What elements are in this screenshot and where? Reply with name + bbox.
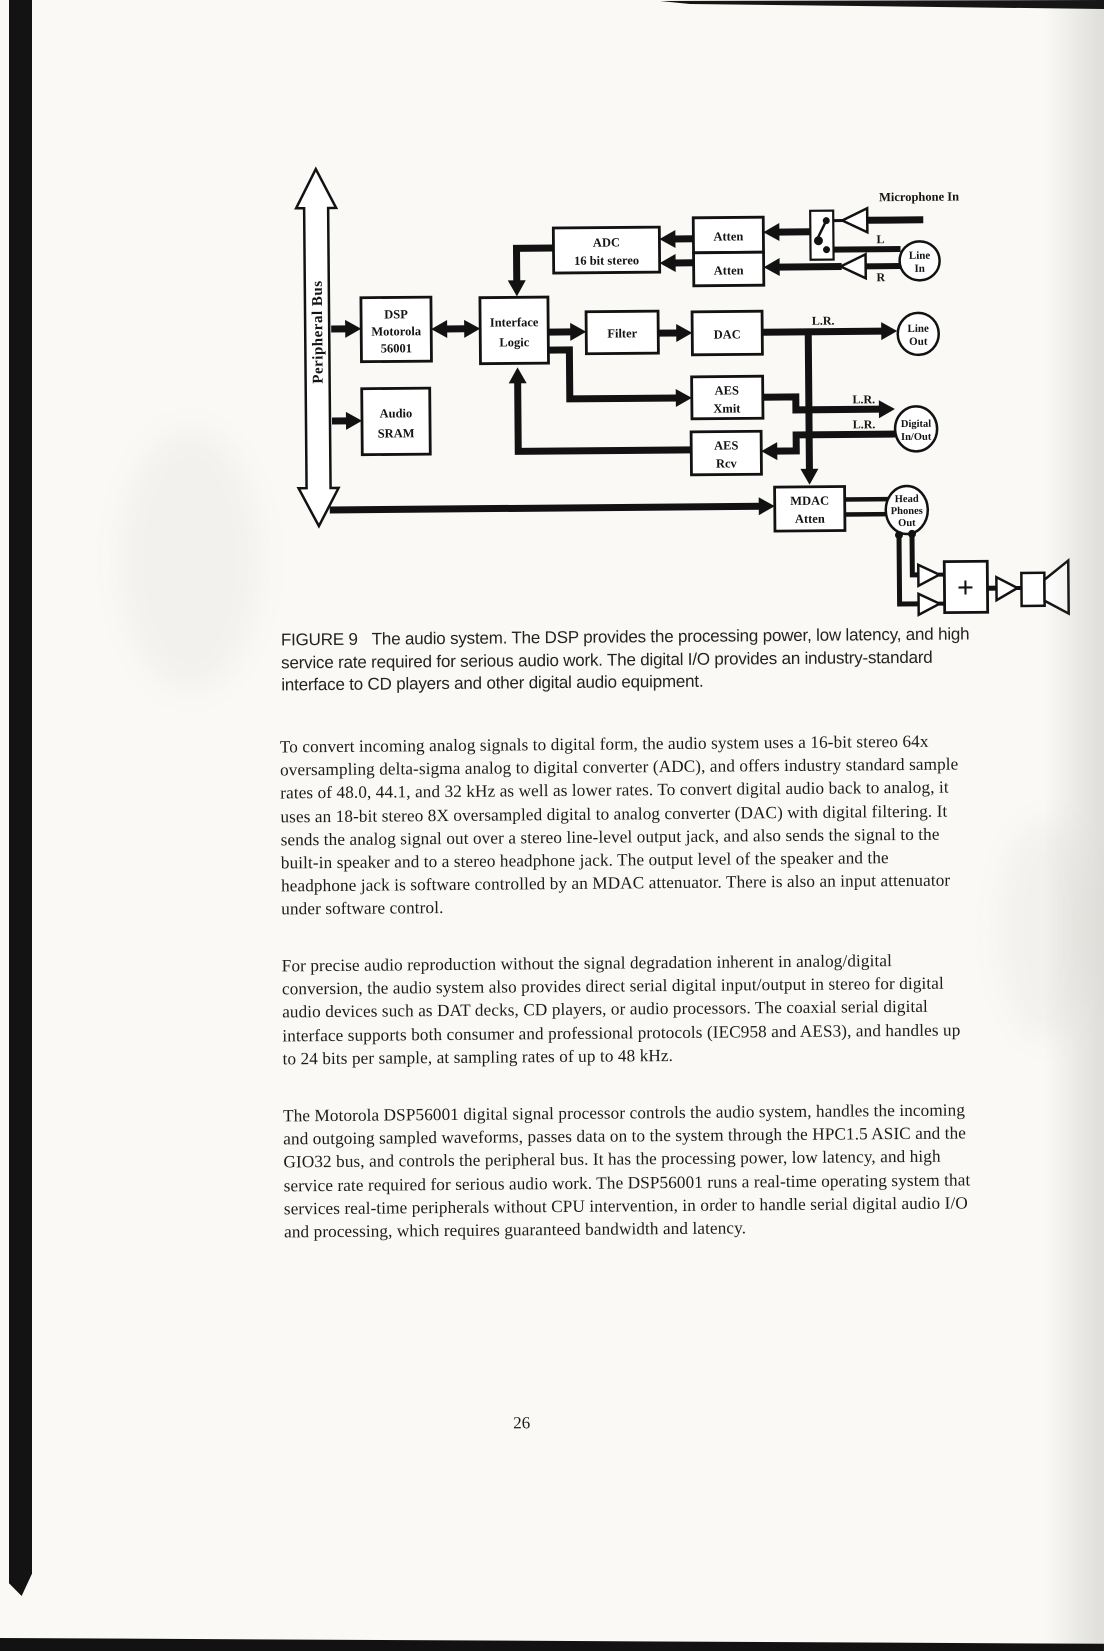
peripheral-bus-arrow	[296, 169, 339, 526]
line-in-left-line	[833, 249, 901, 250]
svg-text:In/Out: In/Out	[900, 431, 932, 444]
svg-text:Phones: Phones	[890, 505, 923, 518]
mdac-atten-block	[775, 487, 845, 532]
lr-label-xmit: L.R.	[852, 392, 876, 407]
lineout-to-mdac-line	[808, 329, 809, 471]
lr-label-rcv: L.R.	[852, 417, 876, 432]
speaker-amp-bottom-icon	[919, 594, 940, 615]
audio-sram-box	[362, 388, 431, 455]
figure-caption	[281, 623, 1052, 697]
filter-block	[586, 311, 658, 354]
figure-caption-text: The audio system. The DSP provides the processing power, low latency, and high service rate required for serious audio work. The digital I/O provides an industry-standard interface to CD players and other digital audio equipment.	[281, 624, 970, 695]
svg-text:ADC: ADC	[592, 235, 621, 250]
summing-amp	[944, 561, 987, 612]
dsp-label: 56001	[380, 341, 413, 356]
body-paragraph-2: For precise audio reproduction without the signal degradation inherent in analog/digital conversion, the audio system also provides direct serial digital input/output in stereo for digital audio devices such as DAT decks, CD players, or audio processors. The coaxial serial digital interface supports both consumer and professional protocols (IEC958 and AES3), and handles up to 24 bits per sample, at sampling rates of up to 48 kHz.	[281, 951, 961, 1069]
svg-text:Audio: Audio	[379, 406, 413, 421]
svg-text:Interface: Interface	[489, 315, 539, 330]
svg-text:Out: Out	[909, 335, 928, 348]
digital-io-port	[895, 406, 937, 451]
dac-block	[692, 311, 762, 355]
svg-text:AES: AES	[714, 383, 739, 398]
svg-text:Rcv: Rcv	[715, 456, 737, 471]
speaker-amp-top-icon	[918, 565, 939, 586]
svg-text:Atten: Atten	[713, 229, 744, 244]
microphone-in-label: Microphone In	[878, 189, 960, 205]
left-channel-label: L	[876, 232, 885, 247]
top-edge-scan-smear	[660, 0, 1104, 10]
audio-system-diagram	[264, 145, 1088, 632]
output-amp-icon	[996, 577, 1017, 600]
svg-text:MDAC: MDAC	[790, 493, 830, 508]
right-edge-shading	[1044, 0, 1104, 1651]
body-paragraph-1: To convert incoming analog signals to digital form, the audio system uses a 16-bit stereo 64x oversampling delta-sigma analog to digital converter (ADC), and offers industry standard sample rates of 48.0, 44.1, and 32 kHz as well as lower rates. To convert digital audio back to analog, it uses an 18-bit stereo 8X oversampled digital to analog converter (DAC) with digital filtering. It sends the analog signal out over a stereo line-level output jack, and also sends the signal to the built-in speaker and to a stereo headphone jack. The output level of the speaker and the headphone jack is software controlled by an MDAC attenuator. There is also an input attenuator under software control.	[279, 731, 959, 919]
dsp-label: Motorola	[371, 324, 422, 339]
interface-logic-box	[480, 297, 549, 364]
svg-text:Atten: Atten	[794, 511, 825, 526]
bus-to-mdac-line	[330, 506, 761, 510]
headphones-port	[886, 486, 928, 539]
line-out-port	[898, 313, 939, 355]
scan-blotch	[120, 430, 260, 690]
right-channel-label: R	[876, 270, 886, 285]
mic-amp-icon	[842, 208, 867, 232]
dsp-label: DSP	[384, 307, 408, 322]
svg-text:Filter: Filter	[607, 326, 638, 341]
body-paragraph-3: The Motorola DSP56001 digital signal processor controls the audio system, handles the incoming and outgoing sampled waveforms, passes data on to the system through the HPC1.5 ASIC and the GIO32 bus, and controls the peripheral bus. It has the processing power, low latency, and high service rate required for serious audio work. The DSP56001 runs a real-time operating system that services real-time peripherals without CPU intervention, in order to handle serial digital audio I/O and processing, which requires guaranteed bandwidth and latency.	[282, 1100, 971, 1242]
atten-bottom-block	[694, 252, 764, 286]
plus-sign: +	[956, 571, 975, 605]
atten-top-block	[693, 217, 763, 253]
input-switch-icon	[810, 211, 833, 260]
adc-block	[553, 227, 659, 273]
aes-xmit-block	[692, 376, 763, 419]
svg-text:Line: Line	[907, 322, 929, 335]
svg-text:SRAM: SRAM	[377, 426, 415, 441]
svg-text:Logic: Logic	[499, 335, 530, 350]
svg-text:Head: Head	[894, 493, 919, 506]
interface-logic-block	[480, 297, 549, 364]
audio-sram-block	[362, 388, 431, 455]
svg-text:Line: Line	[908, 249, 931, 262]
svg-text:Out: Out	[898, 517, 916, 530]
figure-label: FIGURE 9	[280, 629, 358, 650]
dsp-block	[361, 297, 432, 362]
line-in-port	[899, 241, 939, 280]
lr-label-lineout: L.R.	[811, 313, 835, 328]
svg-text:Xmit: Xmit	[713, 401, 741, 416]
svg-text:DAC: DAC	[713, 327, 741, 342]
page-number: 26	[513, 1413, 531, 1433]
svg-text:Atten: Atten	[713, 263, 744, 278]
line-in-amp-icon	[841, 254, 866, 278]
svg-text:In: In	[914, 262, 925, 275]
left-edge-scan-bar	[9, 0, 32, 1596]
svg-text:AES: AES	[713, 438, 739, 453]
svg-text:16 bit stereo: 16 bit stereo	[574, 253, 640, 268]
svg-text:Digital: Digital	[900, 418, 932, 431]
peripheral-bus-label: Peripheral Bus	[309, 280, 327, 384]
aes-rcv-block	[691, 431, 761, 475]
dac-to-lineout-line	[762, 331, 883, 332]
